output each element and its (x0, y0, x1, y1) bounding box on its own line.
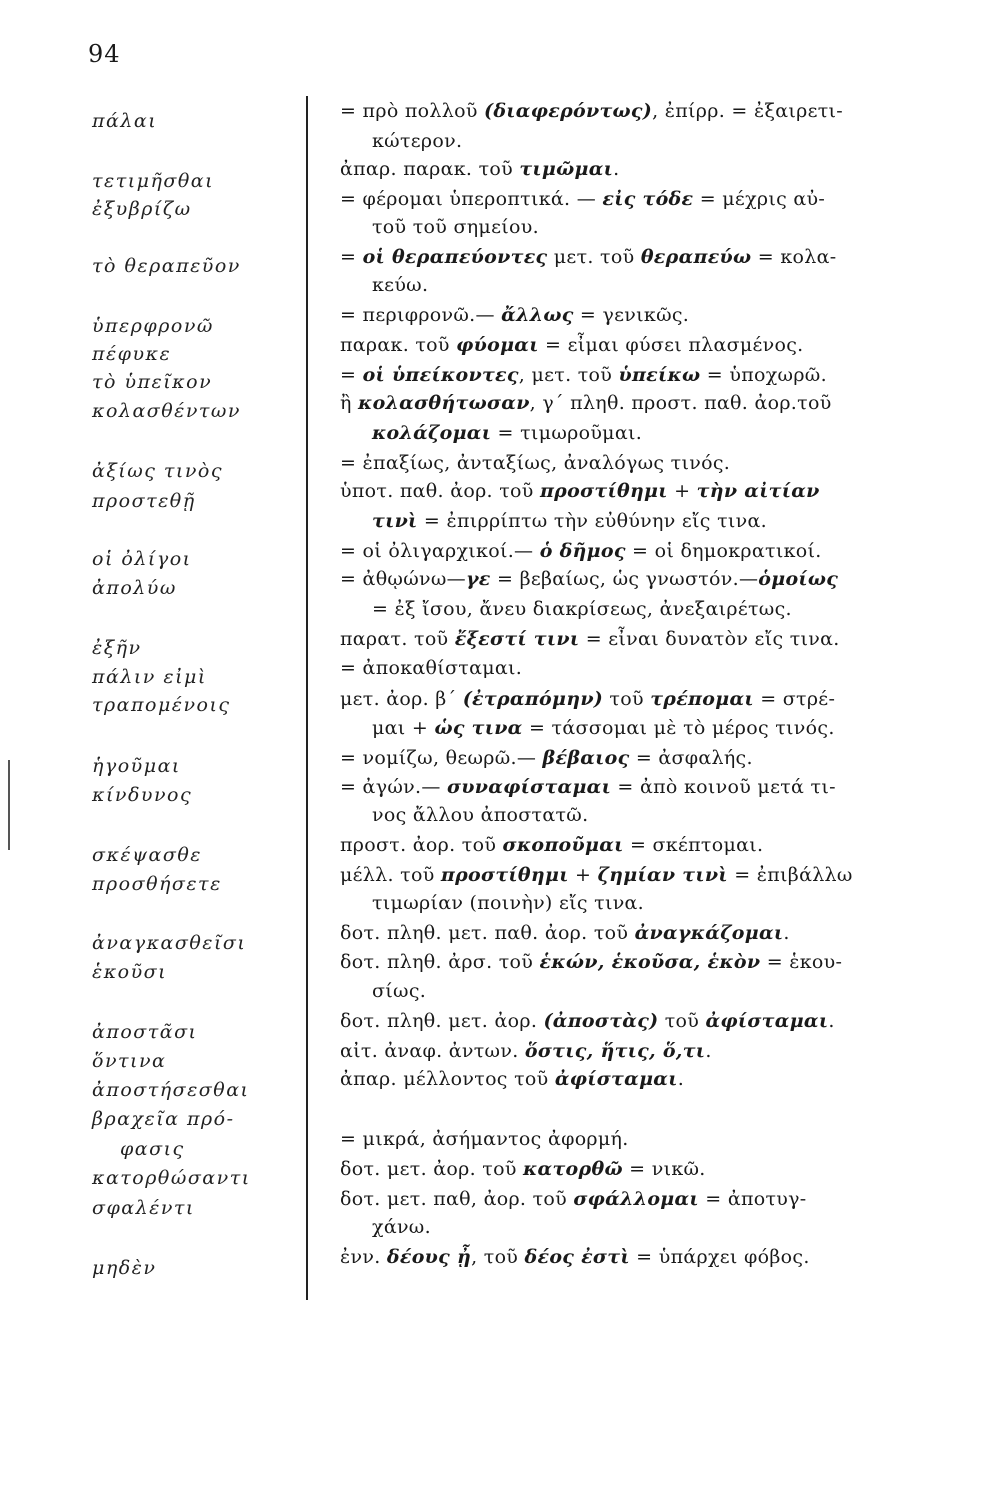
headword: οἱ ὀλίγοι (92, 548, 192, 570)
headword: ἐξῆν (92, 637, 142, 659)
headword: ἡγοῦμαι (92, 755, 181, 777)
greek-term: οἱ ὑπείκοντες (362, 364, 519, 386)
headword: ἀναγκασθεῖσι (92, 932, 247, 954)
definition-line (340, 568, 838, 590)
greek-term: ὑπείκω (618, 364, 701, 386)
definition-text: κώτερον. (372, 130, 463, 152)
greek-term: βέβαιος (542, 747, 630, 769)
definition-line (340, 1040, 712, 1062)
greek-term: κολάζομαι (372, 422, 492, 444)
definition-text: = φέρομαι ὑπεροπτικά. — (340, 188, 603, 210)
definition-line (340, 657, 522, 679)
greek-term: γε (465, 568, 491, 590)
definition-line (340, 216, 539, 238)
definition-text: = νικῶ. (622, 1158, 706, 1180)
definition-text: = οἱ ὀλιγαρχικοί.— (340, 540, 540, 562)
headword: βραχεῖα πρό- (92, 1108, 235, 1130)
definition-line (340, 510, 767, 532)
greek-term: οἱ θεραπεύοντες (362, 246, 548, 268)
greek-term: τρέπομαι (650, 688, 754, 710)
greek-term: ἀναγκάζομαι (634, 922, 784, 944)
definition-text: , ἐπίρρ. = ἐξαιρετι- (652, 100, 844, 122)
definition-line (340, 804, 588, 826)
definition-text: = περιφρονῶ.— (340, 304, 502, 326)
definition-text: = μικρά, ἀσήμαντος ἀφορμή. (340, 1128, 629, 1150)
greek-term: δέους ᾖ (386, 1246, 472, 1268)
headword: προστεθῇ (92, 490, 196, 512)
greek-term: (ἀποστὰς) (543, 1010, 659, 1032)
greek-term: ὁμοίως (758, 568, 839, 590)
greek-term: σκοποῦμαι (502, 834, 624, 856)
headword: ἐξυβρίζω (92, 198, 192, 220)
definition-line (340, 334, 804, 356)
definition-text: = ἀγών.— (340, 776, 447, 798)
definition-line (340, 1068, 684, 1090)
headword: κίνδυνος (92, 784, 193, 806)
headword: ὅντινα (92, 1050, 167, 1072)
greek-term: ἄλλως (501, 304, 574, 326)
definition-text: ἀπαρ. μέλλοντος τοῦ (340, 1068, 555, 1090)
greek-term: ἀφίσταμαι (554, 1068, 678, 1090)
definition-line (340, 717, 835, 739)
definition-text: τιμωρίαν (ποινὴν) εἴς τινα. (372, 892, 645, 914)
greek-term: τὴν αἰτίαν (696, 480, 820, 502)
headword: τὸ ὑπεῖκον (92, 371, 213, 393)
definition-line (340, 951, 842, 973)
definition-text: προστ. ἀορ. τοῦ (340, 834, 503, 856)
definition-text: = ἀποκαθίσταμαι. (340, 657, 523, 679)
headword: προσθήσετε (92, 873, 222, 895)
definition-text: = (340, 246, 363, 268)
definition-text: τοῦ (658, 1010, 706, 1032)
definition-line (340, 1010, 835, 1032)
definition-text: = ἀποτυγ- (698, 1188, 807, 1210)
definition-text: ἐνν. (340, 1246, 387, 1268)
definition-text: = ἑκου- (760, 951, 843, 973)
definition-text: + (568, 864, 598, 886)
definition-text: = ἐπαξίως, ἀνταξίως, ἀναλόγως τινός. (340, 452, 731, 474)
definition-text: παρακ. τοῦ (340, 334, 457, 356)
definition-text: . (705, 1040, 712, 1062)
definition-text: = ὑπάρχει φόβος. (629, 1246, 810, 1268)
greek-term: ὡς τινα (434, 717, 523, 739)
definition-line (340, 100, 843, 122)
definition-text: = πρὸ πολλοῦ (340, 100, 485, 122)
greek-term: ὅστις, ἥτις, ὅ,τι (524, 1040, 706, 1062)
headword: ἀπολύω (92, 577, 177, 599)
definition-line (340, 422, 642, 444)
definition-text: μαι + (372, 717, 435, 739)
definition-text: αἰτ. ἀναφ. ἀντων. (340, 1040, 525, 1062)
definition-text: δοτ. πληθ. ἀρσ. τοῦ (340, 951, 540, 973)
definition-text: . (828, 1010, 835, 1032)
greek-term: συναφίσταμαι (446, 776, 612, 798)
definition-line (340, 452, 730, 474)
definition-text: δοτ. μετ. ἀορ. τοῦ (340, 1158, 524, 1180)
definition-text: = ὑποχωρῶ. (700, 364, 827, 386)
definition-text: μέλλ. τοῦ (340, 864, 441, 886)
definition-text: + (667, 480, 697, 502)
definition-text: = στρέ- (753, 688, 836, 710)
definition-text: τοῦ τοῦ σημείου. (372, 216, 539, 238)
greek-term: εἰς τόδε (602, 188, 694, 210)
headword: τραπομένοις (92, 694, 231, 716)
definition-text: ὑποτ. παθ. ἀορ. τοῦ (340, 480, 540, 502)
headword: ἑκοῦσι (92, 961, 168, 983)
definition-text: ἢ (340, 392, 359, 414)
greek-term: δέος ἐστὶ (524, 1246, 630, 1268)
definition-text: = νομίζω, θεωρῶ.— (340, 747, 543, 769)
definition-line (340, 274, 428, 296)
greek-term: ἀφίσταμαι (705, 1010, 829, 1032)
headword: ἀποστήσεσθαι (92, 1079, 250, 1101)
definition-line (340, 1246, 810, 1268)
greek-term: κατορθῶ (523, 1158, 623, 1180)
greek-term: (διαφερόντως) (484, 100, 653, 122)
definition-line (340, 246, 836, 268)
definition-line (340, 688, 835, 710)
greek-term: προστίθημι (539, 480, 668, 502)
headword: μηδὲν (92, 1257, 157, 1279)
definition-text: κεύω. (372, 274, 429, 296)
definition-text: = εἶμαι φύσει πλασμένος. (538, 334, 804, 356)
definition-text: νος ἄλλου ἀποστατῶ. (372, 804, 589, 826)
definition-line (340, 747, 753, 769)
definition-line (340, 922, 790, 944)
greek-term: προστίθημι (440, 864, 569, 886)
greek-term: θεραπεύω (640, 246, 752, 268)
headword: ἀξίως τινὸς (92, 460, 224, 482)
definition-text: μετ. τοῦ (547, 246, 641, 268)
definition-line (340, 304, 689, 326)
page-number: 94 (88, 40, 121, 68)
headword: πάλιν εἰμὶ (92, 666, 207, 688)
greek-term: ἔξεστί τινι (454, 628, 580, 650)
headword: φασις (120, 1138, 185, 1160)
definition-text: = ἀθῳώνω— (340, 568, 466, 590)
definition-text: , τοῦ (471, 1246, 525, 1268)
definition-text: ἀπαρ. παρακ. τοῦ (340, 158, 520, 180)
definition-line (340, 130, 462, 152)
definition-line (340, 892, 644, 914)
headword: σφαλέντι (92, 1197, 195, 1219)
definition-line (340, 980, 426, 1002)
definition-line (340, 188, 825, 210)
definition-text: παρατ. τοῦ (340, 628, 455, 650)
definition-text: = σκέπτομαι. (623, 834, 764, 856)
column-divider (306, 96, 308, 1300)
definition-line (340, 1158, 706, 1180)
headword: ἀποστᾶσι (92, 1021, 198, 1043)
definition-text: , μετ. τοῦ (518, 364, 619, 386)
definition-text: δοτ. πληθ. μετ. παθ. ἀορ. τοῦ (340, 922, 635, 944)
headword: κατορθώσαντι (92, 1167, 251, 1189)
headword: τετιμῆσθαι (92, 170, 215, 192)
definition-text: = (340, 364, 363, 386)
greek-term: τιμῶμαι (519, 158, 614, 180)
definition-line (340, 776, 836, 798)
definition-text: = εἶναι δυνατὸν εἴς τινα. (579, 628, 840, 650)
definition-text: σίως. (372, 980, 427, 1002)
definition-text: = ἀπὸ κοινοῦ μετά τι- (611, 776, 836, 798)
greek-term: φύομαι (456, 334, 539, 356)
definition-line (340, 480, 820, 502)
headword: ὑπερφρονῶ (92, 315, 214, 337)
headword: τὸ θεραπεῦον (92, 255, 241, 277)
definition-text: . (613, 158, 620, 180)
definition-line (340, 1128, 629, 1150)
definition-line (340, 540, 822, 562)
definition-text: = βεβαίως, ὡς γνωστόν.— (490, 568, 759, 590)
greek-term: ὁ δῆμος (539, 540, 626, 562)
greek-term: ζημίαν τινὶ (597, 864, 728, 886)
definition-line (340, 834, 763, 856)
edge-mark (8, 760, 10, 850)
definition-text: . (783, 922, 790, 944)
definition-line (340, 158, 619, 180)
headword: σκέψασθε (92, 844, 202, 866)
definition-line (340, 864, 853, 886)
greek-term: ἑκών, ἑκοῦσα, ἑκὸν (539, 951, 761, 973)
definition-text: τοῦ (603, 688, 651, 710)
definition-text: χάνω. (372, 1216, 431, 1238)
definition-line (340, 1188, 807, 1210)
greek-term: (ἐτραπόμην) (462, 688, 604, 710)
definition-line (340, 628, 840, 650)
definition-text: = ἐξ ἴσου, ἄνευ διακρίσεως, ἀνεξαιρέτως. (372, 598, 792, 620)
definition-text: = ἐπιρρίπτω τὴν εὐθύνην εἴς τινα. (417, 510, 767, 532)
headword: πέφυκε (92, 343, 172, 365)
greek-term: κολασθήτωσαν (358, 392, 530, 414)
headword: κολασθέντων (92, 400, 241, 422)
definition-text: = ἀσφαλής. (629, 747, 753, 769)
definition-line (340, 598, 792, 620)
definition-line (340, 392, 832, 414)
greek-term: σφάλλομαι (573, 1188, 699, 1210)
definition-text: = γενικῶς. (573, 304, 690, 326)
definition-text: μετ. ἀορ. β΄ (340, 688, 463, 710)
definition-text: = οἱ δημοκρατικοί. (625, 540, 822, 562)
definition-line (340, 1216, 431, 1238)
definition-text: = τάσσομαι μὲ τὸ μέρος τινός. (522, 717, 835, 739)
definition-text: δοτ. πληθ. μετ. ἀορ. (340, 1010, 544, 1032)
definition-text: = μέχρις αὐ- (693, 188, 826, 210)
greek-term: τινὶ (372, 510, 418, 532)
definition-text: = κολα- (751, 246, 837, 268)
definition-line (340, 364, 827, 386)
definition-text: , γ΄ πληθ. προστ. παθ. ἀορ.τοῦ (529, 392, 832, 414)
definition-text: . (677, 1068, 685, 1090)
definition-text: = ἐπιβάλλω (727, 864, 853, 886)
definition-text: δοτ. μετ. παθ, ἀορ. τοῦ (340, 1188, 574, 1210)
definition-text: = τιμωροῦμαι. (491, 422, 643, 444)
headword: πάλαι (92, 110, 158, 132)
